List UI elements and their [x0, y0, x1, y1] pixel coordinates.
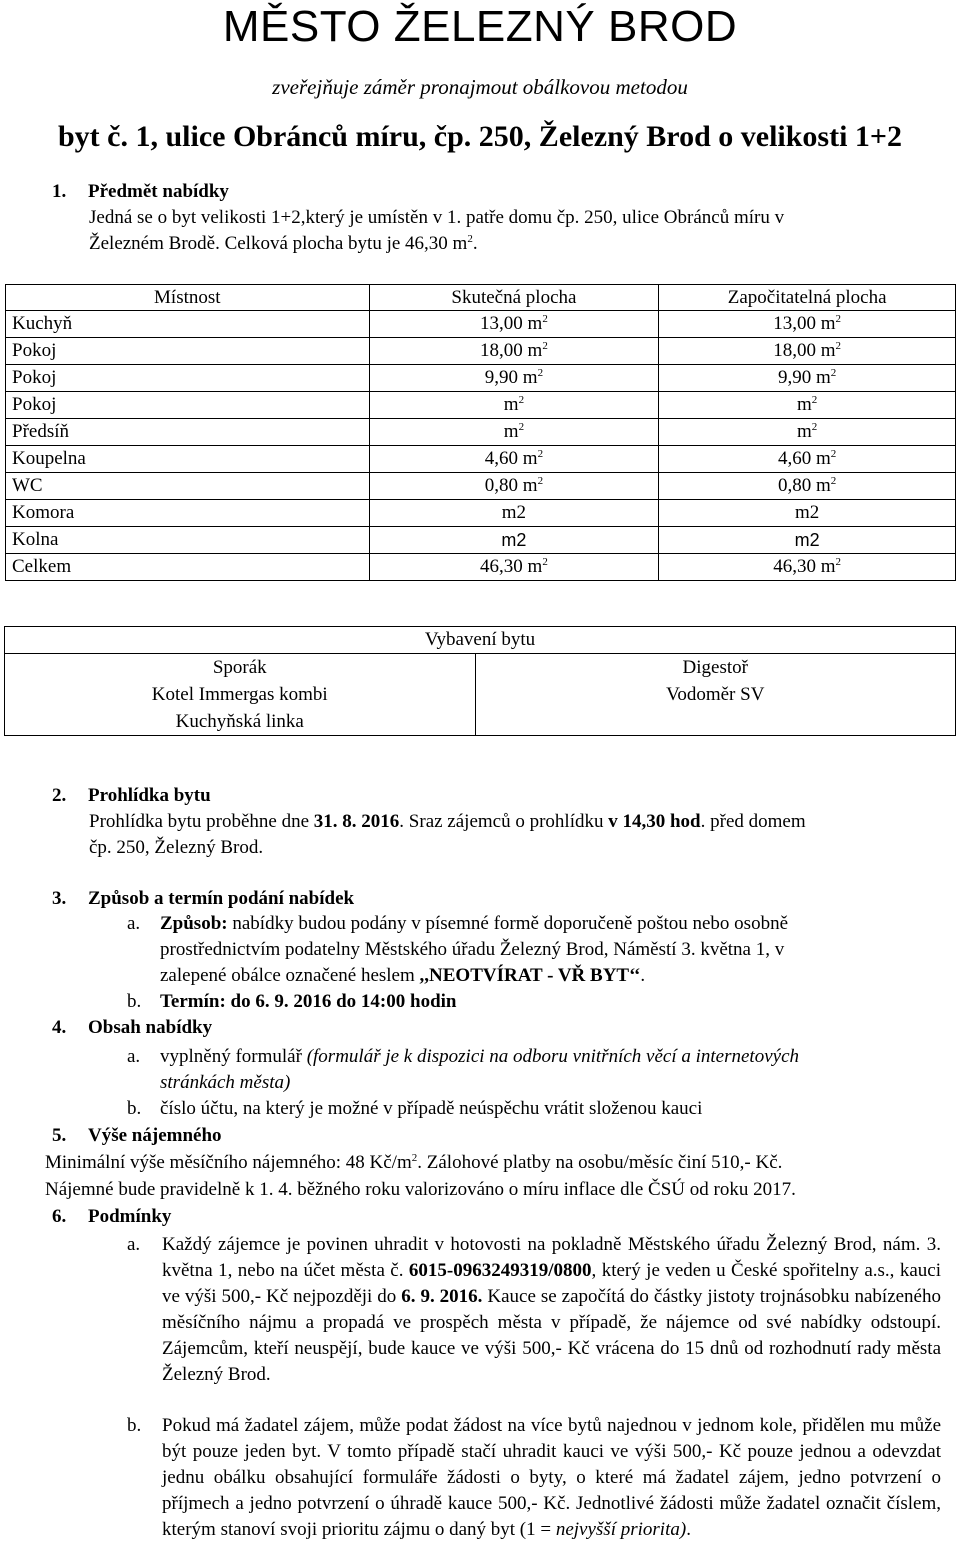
section-4-a-line2: stránkách města): [160, 1072, 291, 1093]
section-6-a-paragraph: Každý zájemce je povinen uhradit v hotovosti na pokladně Městského úřadu Železný Brod, nám. 3. května 1, nebo na účet města č. 6015-0963249319/0800, který je veden u České spořitelny a.s., kauci ve výši 500,- Kč nejpozději do 6. 9. 2016. Kauce se započítá do částky jistoty trojnásobku nabízeného měsíčního nájmu a propadá ve prospěch města v případě, že nájemce od své nabídky odstoupí. Zájemcům, kteří neuspějí, bude kauce ve výši 500,- Kč vrácena do 15 dnů od rozhodnutí rady města Železný Brod.: [162, 1234, 941, 1385]
section-5-line2: Nájemné bude pravidelně k 1. 4. běžného roku valorizováno o míru inflace dle ČSÚ od roku 2017.: [45, 1179, 796, 1200]
room-actual-area: $m^2$: [369, 419, 659, 446]
equipment-item: Kotel Immergas kombi: [151, 684, 328, 705]
equipment-item: Kuchyňská linka: [175, 711, 304, 732]
total-counted-area: 46,30 $m^2$: [659, 554, 956, 581]
room-counted-area: $m^2$: [659, 392, 956, 419]
room-name: Pokoj: [6, 365, 370, 392]
room-name: Kuchyň: [6, 311, 370, 338]
room-counted-area: $m^2$: [659, 419, 956, 446]
section-2-title: Prohlídka bytu: [88, 785, 211, 806]
equipment-title: Vybavení bytu: [5, 627, 956, 654]
section-5-number: 5.: [52, 1125, 67, 1146]
room-counted-area: m2: [659, 500, 956, 527]
room-actual-area: $m^2$: [369, 392, 659, 419]
equipment-item: Vodoměr SV: [666, 684, 765, 705]
room-counted-area: 4,60 $m^2$: [659, 446, 956, 473]
room-actual-area: m2: [369, 500, 659, 527]
room-actual-area: 18,00 $m^2$: [369, 338, 659, 365]
section-3-b-text: Termín: do 6. 9. 2016 do 14:00 hodin: [160, 991, 457, 1012]
rooms-table: [5, 284, 956, 581]
table-row: [6, 311, 956, 338]
equipment-item: Digestoř: [682, 657, 748, 678]
table-row: [6, 365, 956, 392]
section-2-text-line2: čp. 250, Železný Brod.: [89, 837, 264, 858]
room-name: Pokoj: [6, 338, 370, 365]
section-6-b-marker: b.: [127, 1415, 142, 1436]
section-6-title: Podmínky: [88, 1206, 172, 1227]
room-actual-area: m2: [369, 527, 659, 554]
section-1-text-line2: Železném Brodě. Celková plocha bytu je 46,30 $m^2$.: [89, 233, 478, 254]
table-row: [6, 527, 956, 554]
room-counted-area: 18,00 $m^2$: [659, 338, 956, 365]
section-3-a-line2: prostřednictvím podatelny Městského úřadu Železný Brod, Náměstí 3. května 1, v: [160, 939, 785, 960]
document-title: MĚSTO ŽELEZNÝ BROD: [222, 2, 738, 51]
section-4-number: 4.: [52, 1017, 67, 1038]
column-header-counted-area: Započitatelná plocha: [659, 285, 956, 311]
room-actual-area: 0,80 $m^2$: [369, 473, 659, 500]
section-3-a-line1: Způsob: nabídky budou podány v písemné formě doporučeně poštou nebo osobně: [160, 913, 788, 934]
section-4-b-marker: b.: [127, 1098, 142, 1119]
total-label: Celkem: [6, 554, 370, 581]
section-1-title: Předmět nabídky: [88, 181, 229, 202]
room-actual-area: 13,00 $m^2$: [369, 311, 659, 338]
rooms-table-header: [6, 285, 956, 311]
room-name: Komora: [6, 500, 370, 527]
section-4-a-marker: a.: [127, 1046, 141, 1067]
section-1-number: 1.: [52, 181, 67, 202]
room-actual-area: 9,90 $m^2$: [369, 365, 659, 392]
section-2-number: 2.: [52, 785, 67, 806]
table-row: [6, 446, 956, 473]
room-actual-area: 4,60 $m^2$: [369, 446, 659, 473]
section-6-number: 6.: [52, 1206, 67, 1227]
table-row: [6, 338, 956, 365]
room-name: Koupelna: [6, 446, 370, 473]
total-actual-area: 46,30 $m^2$: [369, 554, 659, 581]
section-6-b-paragraph: Pokud má žadatel zájem, může podat žádost na více bytů najednou v jednom kole, přidělen mu může být pouze jeden byt. V tomto případě stačí uhradit kauci ve výši 500,- Kč pouze jednou a odevzdat jednu obálku obsahující formuláře žádosti o byty, o které má žadatel zájem, jedno potvrzení o příjmech a jedno potvrzení o úhradě kauce 500,- Kč. Jednotlivé žádosti může žadatel označit číslem, kterým stanoví svoji prioritu zájmu o daný byt (1 = nejvyšší priorita).: [162, 1415, 941, 1540]
column-header-actual-area: Skutečná plocha: [369, 285, 659, 311]
room-name: Předsíň: [6, 419, 370, 446]
room-name: WC: [6, 473, 370, 500]
table-row: [6, 392, 956, 419]
equipment-right-cell: [475, 654, 955, 736]
room-counted-area: 9,90 $m^2$: [659, 365, 956, 392]
room-counted-area: 13,00 $m^2$: [659, 311, 956, 338]
section-1-text-line1: Jedná se o byt velikosti 1+2,který je umístěn v 1. patře domu čp. 250, ulice Obránců míru v: [89, 207, 785, 228]
section-4-b-text: číslo účtu, na který je možné v případě neúspěchu vrátit složenou kauci: [160, 1098, 703, 1119]
section-2-text-line1: Prohlídka bytu proběhne dne 31. 8. 2016. Sraz zájemců o prohlídku v 14,30 hod. před domem: [89, 811, 806, 832]
column-header-room: Místnost: [6, 285, 370, 311]
section-6-a-marker: a.: [127, 1234, 141, 1255]
table-row: [6, 500, 956, 527]
section-3-a-marker: a.: [127, 913, 141, 934]
document-subtitle: zveřejňuje záměr pronajmout obálkovou metodou: [272, 75, 688, 99]
table-row: [6, 419, 956, 446]
room-name: Kolna: [6, 527, 370, 554]
section-5-title: Výše nájemného: [88, 1125, 222, 1146]
room-counted-area: 0,80 $m^2$: [659, 473, 956, 500]
section-4-title: Obsah nabídky: [88, 1017, 213, 1038]
equipment-left-cell: [5, 654, 476, 736]
section-5-line1: Minimální výše měsíčního nájemného: 48 $Kč/m^2$. Zálohové platby na osobu/měsíc činí 510,- Kč.: [45, 1152, 783, 1173]
room-name: Pokoj: [6, 392, 370, 419]
document-heading: byt č. 1, ulice Obránců míru, čp. 250, Železný Brod o velikosti 1+2: [57, 120, 903, 153]
section-4-a-line1: vyplněný formulář (formulář je k dispozici na odboru vnitřních věcí a internetových: [160, 1046, 799, 1067]
equipment-item: Sporák: [212, 657, 267, 678]
equipment-table: [4, 626, 956, 736]
table-row-total: [6, 554, 956, 581]
section-3-a-line3: zalepené obálce označené heslem ,,NEOTVÍRAT - VŘ BYT‘‘.: [160, 965, 646, 986]
room-counted-area: m2: [659, 527, 956, 554]
section-3-number: 3.: [52, 888, 67, 909]
section-3-title: Způsob a termín podání nabídek: [88, 888, 355, 909]
table-row: [6, 473, 956, 500]
section-3-b-marker: b.: [127, 991, 142, 1012]
